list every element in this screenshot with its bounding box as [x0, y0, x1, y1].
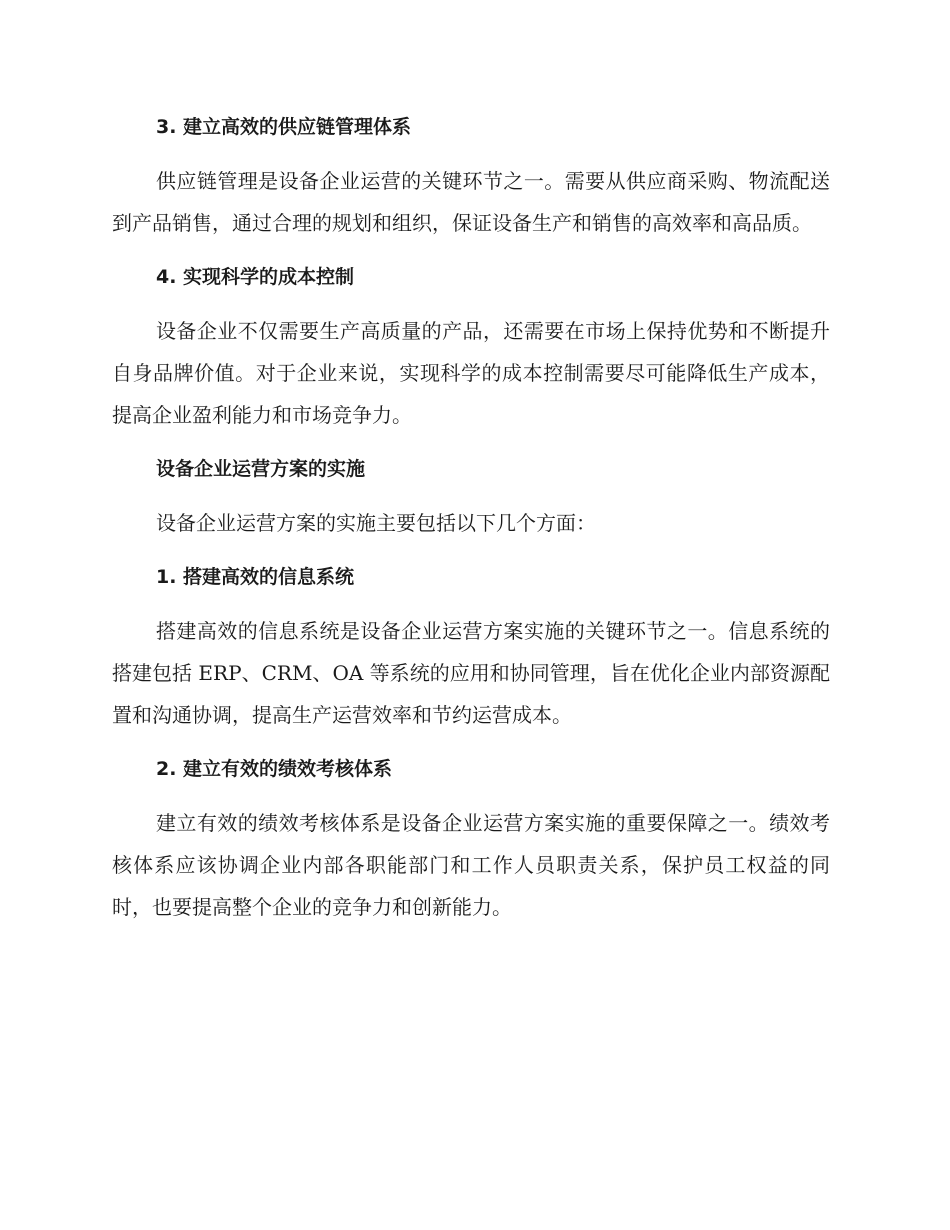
section-heading-cost-control: 4. 实现科学的成本控制: [156, 266, 355, 288]
paragraph-implementation-intro: 设备企业运营方案的实施主要包括以下几个方面：: [156, 511, 596, 535]
section-heading-performance: 2. 建立有效的绩效考核体系: [156, 758, 393, 780]
section-heading-info-system: 1. 搭建高效的信息系统: [156, 566, 355, 588]
document-page: [112, 106, 830, 940]
paragraph-supply-chain: 供应链管理是设备企业运营的关键环节之一。需要从供应商采购、物流配送到产品销售，通过合理的规划和组织，保证设备生产和销售的高效率和高品质。: [112, 169, 830, 235]
section-heading-supply-chain: 3. 建立高效的供应链管理体系: [156, 116, 412, 138]
paragraph-performance: 建立有效的绩效考核体系是设备企业运营方案实施的重要保障之一。绩效考核体系应该协调企业内部各职能部门和工作人员职责关系，保护员工权益的同时，也要提高整个企业的竞争力和创新能力。: [112, 811, 830, 919]
paragraph-info-system: 搭建高效的信息系统是设备企业运营方案实施的关键环节之一。信息系统的搭建包括 ERP、CRM、OA 等系统的应用和协同管理，旨在优化企业内部资源配置和沟通协调，提高生产运营效率和节约运营成本。: [112, 619, 830, 727]
section-heading-implementation: 设备企业运营方案的实施: [156, 458, 366, 480]
paragraph-cost-control: 设备企业不仅需要生产高质量的产品，还需要在市场上保持优势和不断提升自身品牌价值。对于企业来说，实现科学的成本控制需要尽可能降低生产成本，提高企业盈利能力和市场竞争力。: [112, 319, 830, 427]
